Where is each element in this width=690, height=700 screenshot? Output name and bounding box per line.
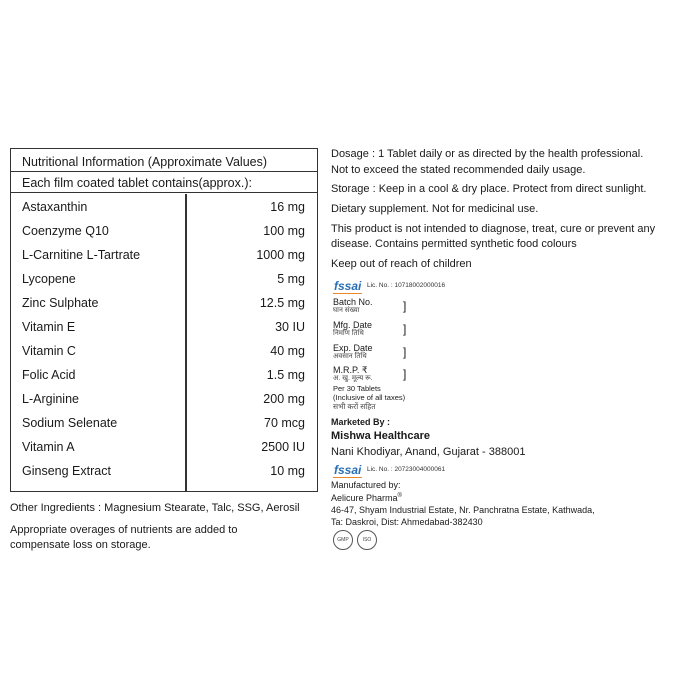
- marketer-address: Nani Khodiyar, Anand, Gujarat - 388001: [331, 446, 526, 458]
- table-row: [11, 315, 317, 339]
- ingredient-name: Astaxanthin: [22, 200, 88, 214]
- overages-note-line2: compensate loss on storage.: [10, 539, 151, 551]
- dietary-note: Dietary supplement. Not for medicinal use.: [331, 203, 539, 215]
- other-ingredients: Other Ingredients : Magnesium Stearate, Talc, SSG, Aerosil: [10, 502, 300, 514]
- batch-bracket: ]: [403, 299, 407, 313]
- table-row: [11, 387, 317, 411]
- table-row: [11, 267, 317, 291]
- storage-instructions: Storage : Keep in a cool & dry place. Protect from direct sunlight.: [331, 183, 647, 195]
- fssai-license-2: Lic. No. : 20723004000061: [367, 466, 446, 473]
- ingredient-value: 10 mg: [270, 464, 305, 478]
- table-row: [11, 219, 317, 243]
- mfg-date-field: [333, 320, 372, 338]
- ingredient-name: Vitamin E: [22, 320, 76, 334]
- mfg-label-hindi: निर्माण तिथि: [333, 330, 364, 337]
- ingredient-name: Sodium Selenate: [22, 416, 118, 430]
- overages-note-line1: Appropriate overages of nutrients are added to: [10, 524, 238, 536]
- ingredient-value: 12.5 mg: [259, 296, 305, 310]
- ingredient-value: 40 mg: [270, 344, 305, 358]
- ingredient-value: 70 mcg: [264, 416, 305, 430]
- table-row: [11, 195, 317, 219]
- gmp-certification-icon: GMP: [333, 530, 353, 550]
- iso-certification-icon: ISO: [357, 530, 377, 550]
- batch-label-hindi: घान संख्या: [333, 307, 360, 314]
- ingredient-value: 16 mg: [270, 200, 305, 214]
- exp-date-field: [333, 343, 373, 361]
- ingredient-name: Zinc Sulphate: [22, 296, 99, 310]
- table-row: [11, 339, 317, 363]
- exp-label: Exp. Date: [333, 343, 373, 353]
- table-row: [11, 411, 317, 435]
- mrp-field: [333, 365, 373, 383]
- ingredient-value: 5 mg: [277, 272, 305, 286]
- mrp-bracket: ]: [403, 367, 407, 381]
- ingredient-value: 1.5 mg: [266, 368, 305, 382]
- nutrition-table: [10, 148, 318, 492]
- ingredient-name: Folic Acid: [22, 368, 76, 382]
- batch-number-field: [333, 297, 373, 315]
- manufacturer-address-1: 46-47, Shyam Industrial Estate, Nr. Panchratna Estate, Kathwada,: [331, 505, 595, 515]
- fssai-logo: fssai: [334, 463, 362, 477]
- fssai-logo: fssai: [334, 279, 362, 293]
- manufacturer-name: Aelicure Pharma®: [331, 493, 402, 503]
- marketed-by-label: Marketed By :: [331, 417, 391, 427]
- dosage-line1: Dosage : 1 Tablet daily or as directed by the health professional.: [331, 148, 644, 160]
- mrp-label: M.R.P. ₹: [333, 365, 368, 375]
- mfg-label: Mfg. Date: [333, 320, 373, 330]
- nutrition-title: Nutritional Information (Approximate Values): [11, 152, 317, 172]
- ingredient-name: Coenzyme Q10: [22, 224, 109, 238]
- fssai-license-1: Lic. No. : 10718002000016: [367, 282, 446, 289]
- manufacturer-address-2: Ta: Daskroi, Dist: Ahmedabad-382430: [331, 517, 483, 527]
- registered-mark: ®: [397, 493, 402, 499]
- keep-out-of-reach: Keep out of reach of children: [331, 258, 472, 270]
- inclusive-taxes: (Inclusive of all taxes): [333, 393, 406, 402]
- ingredient-value: 100 mg: [263, 224, 305, 238]
- ingredient-value: 1000 mg: [256, 248, 305, 262]
- table-row: [11, 459, 317, 483]
- table-row: [11, 435, 317, 459]
- ingredient-name: Vitamin A: [22, 440, 75, 454]
- inclusive-taxes-hindi: सभी करों सहित: [333, 402, 376, 411]
- mfg-bracket: ]: [403, 322, 407, 336]
- ingredient-name: Vitamin C: [22, 344, 76, 358]
- table-row: [11, 363, 317, 387]
- batch-label: Batch No.: [333, 297, 373, 307]
- table-row: [11, 291, 317, 315]
- table-row: [11, 243, 317, 267]
- disclaimer-line1: This product is not intended to diagnose, treat, cure or prevent any: [331, 223, 656, 235]
- marketer-name: Mishwa Healthcare: [331, 430, 431, 442]
- per-tablets: Per 30 Tablets: [333, 384, 381, 393]
- ingredient-name: Ginseng Extract: [22, 464, 111, 478]
- ingredient-name: Lycopene: [22, 272, 76, 286]
- ingredient-name: L-Carnitine L-Tartrate: [22, 248, 141, 262]
- nutrition-subtitle: Each film coated tablet contains(approx.):: [11, 173, 317, 193]
- ingredient-value: 30 IU: [275, 320, 305, 334]
- mrp-label-hindi: अ. खु. मूल्य रू.: [333, 375, 373, 382]
- ingredient-value: 2500 IU: [261, 440, 305, 454]
- exp-bracket: ]: [403, 345, 407, 359]
- ingredient-value: 200 mg: [263, 392, 305, 406]
- exp-label-hindi: अवसान तिथि: [333, 353, 367, 360]
- ingredient-name: L-Arginine: [22, 392, 79, 406]
- manufactured-by-label: Manufactured by:: [331, 480, 401, 490]
- disclaimer-line2: disease. Contains permitted synthetic food colours: [331, 238, 577, 250]
- dosage-line2: Not to exceed the stated recommended daily usage.: [331, 164, 586, 176]
